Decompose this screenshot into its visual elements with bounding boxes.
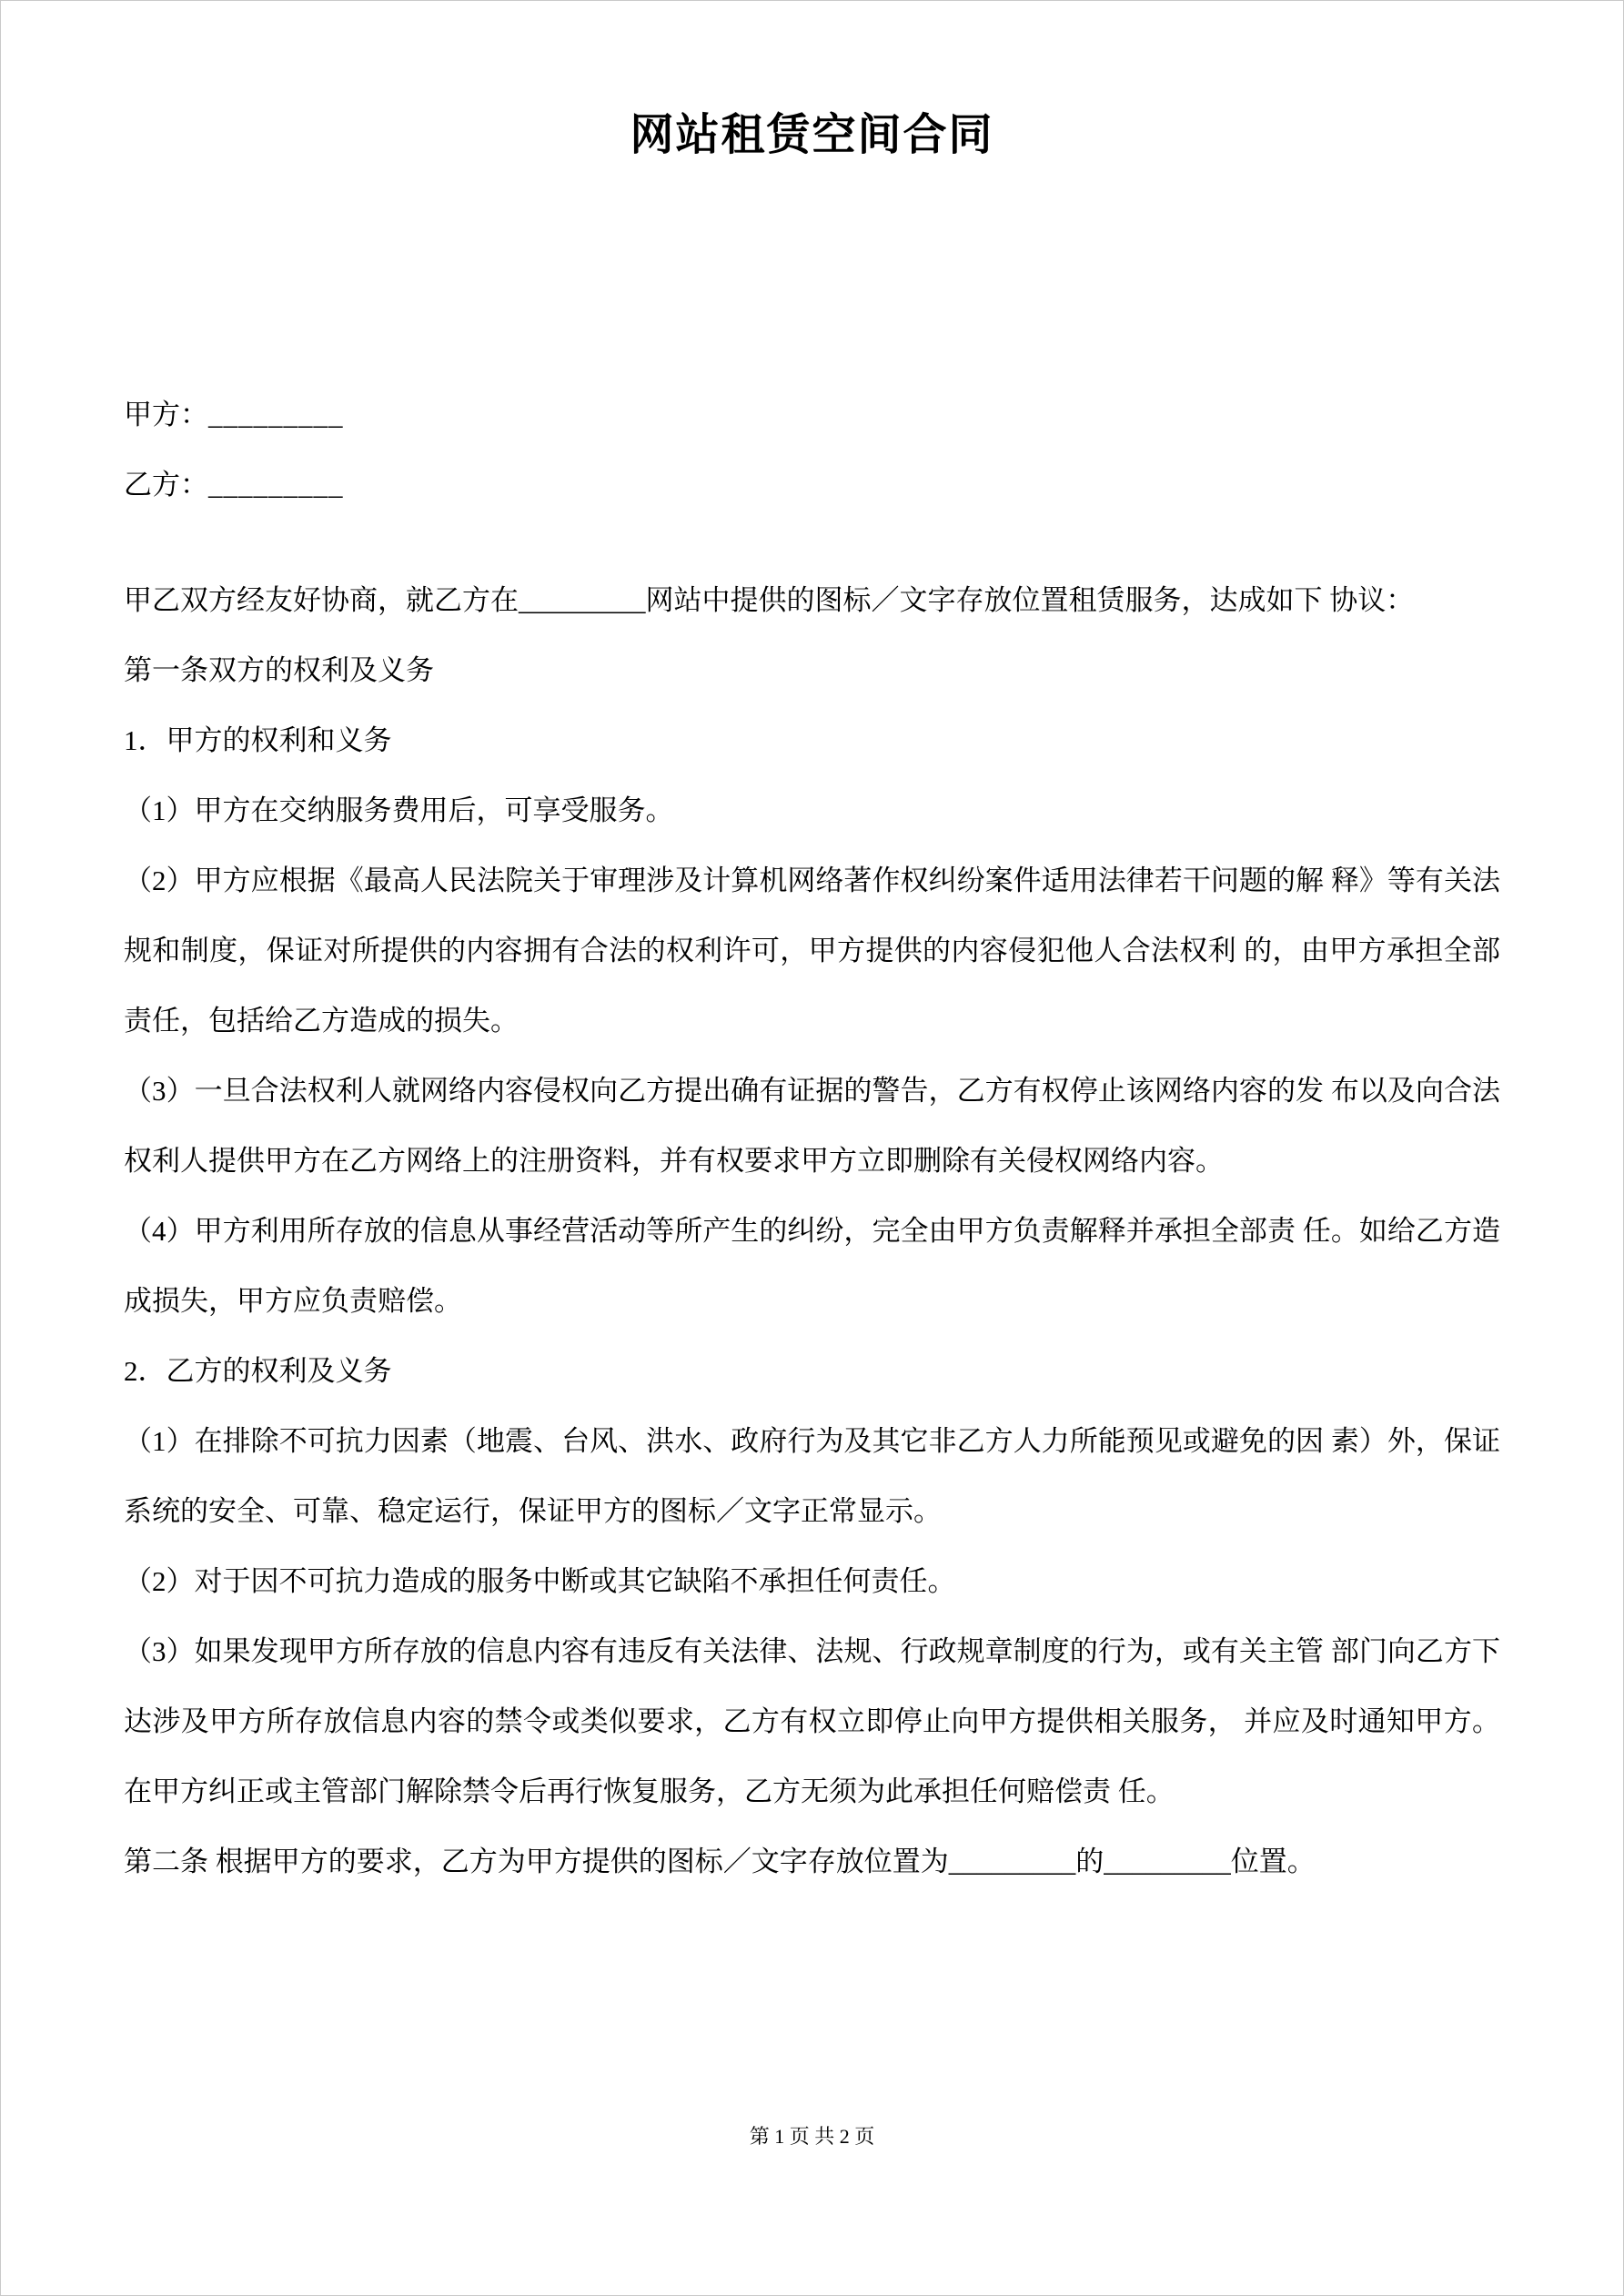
party-a-item-3: （3）一旦合法权利人就网络内容侵权向乙方提出确有证据的警告，乙方有权停止该网络内容的发 布以及向合法权利人提供甲方在乙方网络上的注册资料，并有权要求甲方立即删除有关侵权网络内容。: [124, 1075, 1500, 1177]
page-number-footer: 第 1 页 共 2 页: [749, 2125, 875, 2148]
party-b-line: [124, 450, 1500, 520]
party-a-label: 甲方：: [124, 399, 208, 430]
party-b-item-2: （2）对于因不可抗力造成的服务中断或其它缺陷不承担任何责任。: [124, 1565, 956, 1597]
party-a-duties-heading: 1．甲方的权利和义务: [124, 724, 392, 756]
parties-section: [124, 379, 1500, 520]
party-b-item-1: （1）在排除不可抗力因素（地震、台风、洪水、政府行为及其它非乙方人力所能预见或避免的因 素）外，保证系统的安全、可靠、稳定运行，保证甲方的图标／文字正常显示。: [124, 1425, 1500, 1527]
article-2-clause: 第二条 根据甲方的要求，乙方为甲方提供的图标／文字存放位置为_________的_________位置。: [124, 1846, 1316, 1877]
party-b-item-3: （3）如果发现甲方所存放的信息内容有违反有关法律、法规、行政规章制度的行为，或有关主管 部门向乙方下达涉及甲方所存放信息内容的禁令或类似要求，乙方有权立即停止向甲方提供相关服务， 并应及时通知甲方。在甲方纠正或主管部门解除禁令后再行恢复服务，乙方无须为此承担任何赔偿责 任。: [124, 1635, 1500, 1807]
party-a-line: [124, 379, 1500, 450]
article-1-heading: 第一条双方的权利及义务: [124, 654, 434, 686]
party-a-item-1: （1）甲方在交纳服务费用后，可享受服务。: [124, 794, 674, 826]
party-b-duties-heading: 2．乙方的权利及义务: [124, 1355, 392, 1387]
party-a-item-4: （4）甲方利用所存放的信息从事经营活动等所产生的纠纷，完全由甲方负责解释并承担全部责 任。如给乙方造成损失，甲方应负责赔偿。: [124, 1215, 1500, 1317]
page-title: 网站租赁空间合同: [630, 111, 994, 159]
paragraph-preamble: 甲乙双方经友好协商，就乙方在_________网站中提供的图标／文字存放位置租赁服务，达成如下 协议：: [124, 584, 1415, 616]
contract-body: [124, 565, 1500, 1896]
party-b-blank: _________: [208, 469, 344, 501]
party-a-item-2: （2）甲方应根据《最高人民法院关于审理涉及计算机网络著作权纠纷案件适用法律若干问题的解 释》等有关法规和制度，保证对所提供的内容拥有合法的权利许可，甲方提供的内容侵犯他人合法权利 的，由甲方承担全部责任，包括给乙方造成的损失。: [124, 865, 1500, 1037]
party-a-blank: _________: [208, 399, 344, 430]
party-b-label: 乙方：: [124, 469, 208, 501]
